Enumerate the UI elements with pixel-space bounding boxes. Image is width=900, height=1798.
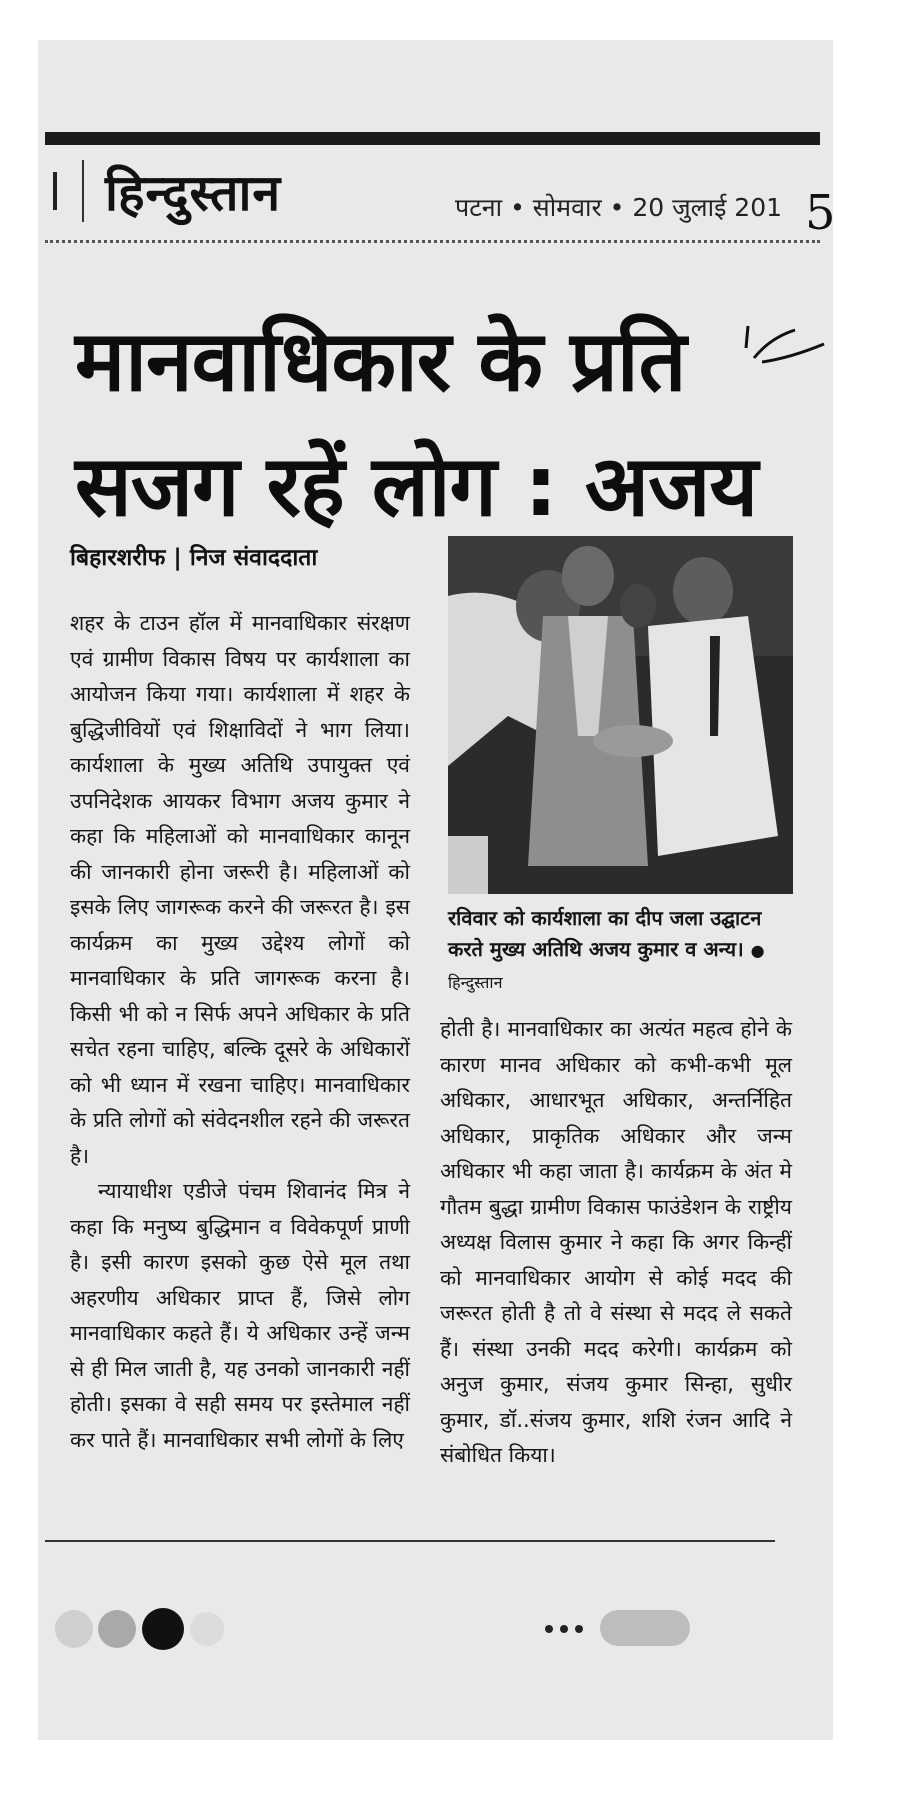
event-photo (448, 536, 793, 894)
photo-illustration (448, 536, 793, 894)
left-mark (53, 172, 57, 210)
photo-caption (448, 903, 793, 998)
bleed-through-dot (575, 1625, 583, 1633)
newspaper-masthead: हिन्दुस्तान (105, 163, 282, 222)
byline: बिहारशरीफ | निज संवाददाता (70, 545, 318, 571)
handwritten-tick-mark (740, 318, 830, 378)
article-paragraph: होती है। मानवाधिकार का अत्यंत महत्व होने के कारण मानव अधिकार को कभी-कभी मूल अधिकार, आधारभूत अधिकार, अन्तर्निहित अधिकार, प्राकृतिक अधिकार और जन्म अधिकार भी कहा जाता है। कार्यक्रम के अंत मे गौतम बुद्धा ग्रामीण विकास फाउंडेशन के राष्ट्रीय अध्यक्ष विलास कुमार ने कहा कि अगर किन्हीं को मानवाधिकार आयोग से कोई मदद की जरूरत होती है तो वे संस्था से मदद ले सकते हैं। संस्था उनकी मदद करेगी। कार्यक्रम को अनुज कुमार, संजय कुमार सिन्हा, सुधीर कुमार, डॉ..संजय कुमार, शशि रंजन आदि ने संबोधित किया। (440, 1017, 792, 1467)
bleed-through-dot (98, 1610, 136, 1648)
bleed-through-dot (560, 1625, 568, 1633)
photo-credit: ● हिन्दुस्तान (448, 941, 765, 992)
headline-line-1: मानवाधिकार के प्रति (75, 312, 686, 410)
bleed-through-dot (545, 1625, 553, 1633)
bleed-through-dot (190, 1612, 224, 1646)
dotted-divider (45, 240, 820, 243)
bottom-rule (45, 1540, 775, 1542)
top-rule (45, 132, 820, 145)
handwritten-digit: 5 (805, 185, 836, 241)
article-paragraph: शहर के टाउन हॉल में मानवाधिकार संरक्षण एवं ग्रामीण विकास विषय पर कार्यशाला का आयोजन किया गया। कार्यशाला में शहर के बुद्धिजीवियों एवं शिक्षाविदों ने भाग लिया। कार्यशाला के मुख्य अतिथि उपायुक्त एवं उपनिदेशक आयकर विभाग अजय कुमार ने कहा कि महिलाओं को मानवाधिकार कानून की जानकारी होना जरूरी है। महिलाओं को इसके लिए जागरूक करने की जरूरत है। इस कार्यक्रम का मुख्य उद्देश्य लोगों को मानवाधिकार के प्रति जागरूक करना है। किसी भी को न सिर्फ अपने अधिकार के प्रति सचेत रहना चाहिए, बल्कि दूसरे के अधिकारों को भी ध्यान में रखना चाहिए। मानवाधिकार के प्रति लोगों को संवेदनशील रहने की जरूरत है। (70, 611, 410, 1168)
article-column-2 (440, 1012, 792, 1474)
article-column-1 (70, 606, 410, 1458)
bleed-through-shape (600, 1610, 690, 1646)
headline-line-2: सजग रहें लोग : अजय (75, 437, 758, 535)
bleed-through-dot (142, 1608, 184, 1650)
article-paragraph: न्यायाधीश एडीजे पंचम शिवानंद मित्र ने कहा कि मनुष्य बुद्धिमान व विवेकपूर्ण प्राणी है। इसी कारण इसको कुछ ऐसे मूल तथा अहरणीय अधिकार प्राप्त हैं, जिसे लोग मानवाधिकार कहते हैं। ये अधिकार उन्हें जन्म से ही मिल जाती है, यह उनको जानकारी नहीं होती। इसका वे सही समय पर इस्तेमाल नहीं कर पाते हैं। मानवाधिकार सभी लोगों के लिए (70, 1179, 410, 1452)
caption-text: रविवार को कार्यशाला का दीप जला उद्घाटन करते मुख्य अतिथि अजय कुमार व अन्य। (448, 906, 762, 961)
bleed-through-dot (55, 1610, 93, 1648)
masthead-divider (82, 160, 84, 222)
dateline: पटना • सोमवार • 20 जुलाई 201 (455, 193, 783, 222)
